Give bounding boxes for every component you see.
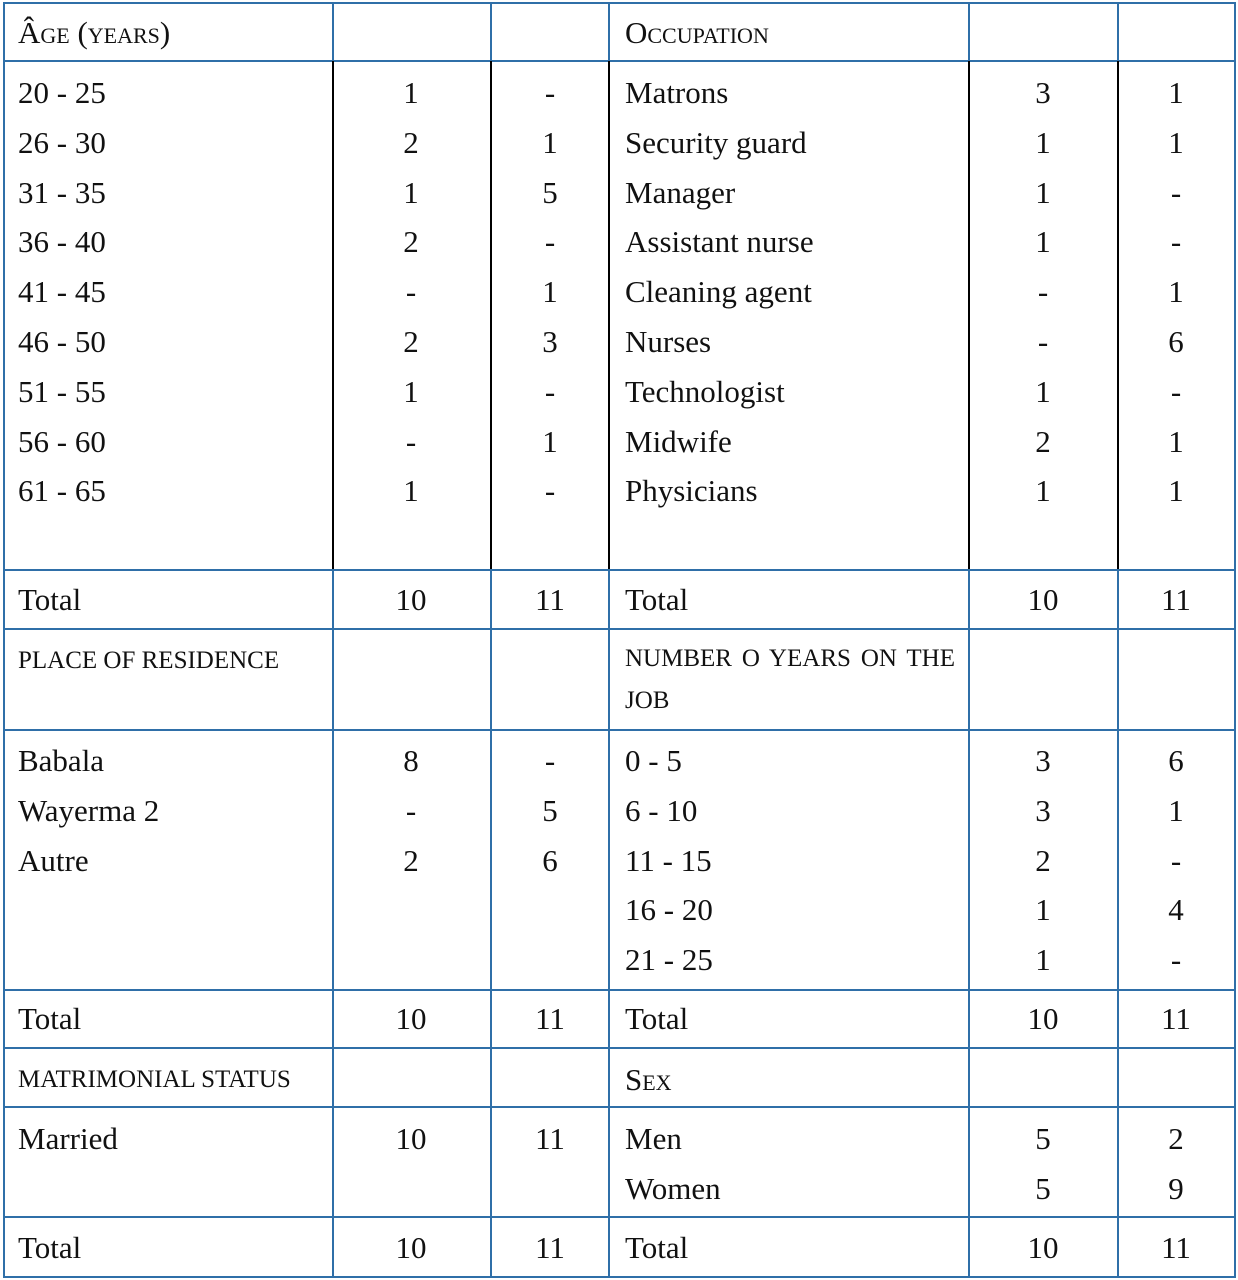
row-label: Married	[18, 1121, 118, 1156]
rule-col-4	[968, 569, 970, 1278]
row-value-b: 1	[1168, 793, 1184, 828]
row-value-a: 5	[1035, 1171, 1051, 1206]
rule-col-3	[608, 2, 610, 61]
total-value-b: 11	[1161, 582, 1191, 617]
row-label: 11 - 15	[625, 843, 712, 878]
row-label: Physicians	[625, 473, 758, 508]
row-label: 46 - 50	[18, 324, 106, 359]
row-value-a: -	[405, 793, 417, 828]
row-label: 61 - 65	[18, 473, 106, 508]
row-value-a: 1	[403, 374, 419, 409]
row-value-b: 9	[1168, 1171, 1184, 1206]
row-value-a: 1	[403, 473, 419, 508]
total-value-b: 11	[535, 1230, 565, 1265]
row-value-a: 1	[1035, 224, 1051, 259]
row-value-b: 1	[1168, 424, 1184, 459]
rule-col-1-body	[332, 61, 334, 569]
row-label: Wayerma 2	[18, 793, 160, 828]
row-label: Manager	[625, 175, 736, 210]
total-label: Total	[625, 1230, 689, 1265]
row-value-b: -	[1170, 175, 1182, 210]
row-value-a: 5	[1035, 1121, 1051, 1156]
row-value-a: 8	[403, 743, 419, 778]
total-label: Total	[625, 1001, 689, 1036]
rule-residence-total-bottom	[3, 1047, 1235, 1049]
row-value-b: -	[1170, 374, 1182, 409]
row-value-a: 2	[403, 324, 419, 359]
row-value-a: 1	[1035, 175, 1051, 210]
total-value-a: 10	[1027, 582, 1059, 617]
row-value-b: 5	[542, 793, 558, 828]
row-label: 41 - 45	[18, 274, 106, 309]
row-value-b: 11	[535, 1121, 565, 1156]
row-label: 20 - 25	[18, 75, 106, 110]
row-value-a: 3	[1035, 75, 1051, 110]
row-label: 56 - 60	[18, 424, 106, 459]
row-value-a: 2	[403, 224, 419, 259]
row-label: 31 - 35	[18, 175, 106, 210]
row-value-b: -	[1170, 942, 1182, 977]
row-value-b: -	[544, 473, 556, 508]
row-value-b: 1	[542, 424, 558, 459]
row-label: 21 - 25	[625, 942, 713, 977]
total-value-b: 11	[535, 582, 565, 617]
rule-residence-header	[3, 729, 1235, 731]
row-label: 0 - 5	[625, 743, 682, 778]
row-value-b: 5	[542, 175, 558, 210]
row-value-b: 1	[542, 274, 558, 309]
row-value-a: 1	[1035, 374, 1051, 409]
row-value-a: 1	[1035, 892, 1051, 927]
row-value-b: -	[1170, 224, 1182, 259]
rule-top	[3, 2, 1235, 4]
rule-age-total-top	[3, 569, 1235, 571]
sex-header: Sex	[625, 1062, 672, 1097]
rule-col-1	[332, 569, 334, 1278]
total-value-b: 11	[535, 1001, 565, 1036]
rule-col-3-body	[608, 61, 610, 569]
rule-col-3	[608, 569, 610, 1278]
total-label: Total	[18, 1230, 82, 1265]
rule-right-edge	[1234, 2, 1236, 1278]
rule-col-5-body	[1117, 61, 1119, 569]
row-value-b: -	[544, 224, 556, 259]
row-label: Nurses	[625, 324, 712, 359]
rule-col-4-body	[968, 61, 970, 569]
rule-col-2	[490, 569, 492, 1278]
row-value-a: 1	[1035, 125, 1051, 160]
row-value-a: 1	[403, 75, 419, 110]
row-label: Women	[625, 1171, 721, 1206]
row-value-a: -	[1037, 324, 1049, 359]
row-value-a: -	[405, 274, 417, 309]
matrimonial-header: MATRIMONIAL STATUS	[18, 1066, 291, 1093]
row-label: Assistant nurse	[625, 224, 814, 259]
total-value-a: 10	[395, 1230, 427, 1265]
row-value-b: 1	[1168, 473, 1184, 508]
rule-matrimonial-header	[3, 1106, 1235, 1108]
row-label: Babala	[18, 743, 105, 778]
row-value-a: 1	[1035, 473, 1051, 508]
total-value-a: 10	[1027, 1001, 1059, 1036]
rule-age-header	[3, 60, 1235, 62]
row-value-a: 10	[395, 1121, 427, 1156]
row-label: Autre	[18, 843, 89, 878]
rule-bottom	[3, 1276, 1235, 1278]
total-value-a: 10	[395, 582, 427, 617]
age-header: Âge (years)	[18, 15, 171, 50]
row-label: Midwife	[625, 424, 732, 459]
row-value-b: 1	[542, 125, 558, 160]
occupation-header: Occupation	[625, 15, 769, 50]
rule-col-4	[968, 2, 970, 61]
rule-col-1	[332, 2, 334, 61]
row-label: 16 - 20	[625, 892, 713, 927]
total-label: Total	[625, 582, 689, 617]
row-value-a: -	[405, 424, 417, 459]
row-value-b: 4	[1168, 892, 1184, 927]
total-value-a: 10	[395, 1001, 427, 1036]
total-value-b: 11	[1161, 1230, 1191, 1265]
rule-age-total-bottom	[3, 628, 1235, 630]
row-label: Technologist	[625, 374, 785, 409]
rule-col-2-body	[490, 61, 492, 569]
rule-matrimonial-total-top	[3, 1216, 1235, 1218]
row-value-a: -	[1037, 274, 1049, 309]
row-value-b: 1	[1168, 125, 1184, 160]
row-label: 6 - 10	[625, 793, 698, 828]
residence-header: PLACE OF RESIDENCE	[18, 647, 280, 674]
years-on-job-header: NUMBER O YEARS ON THE JOB	[625, 645, 955, 714]
total-label: Total	[18, 582, 82, 617]
row-value-a: 3	[1035, 743, 1051, 778]
row-value-a: 1	[403, 175, 419, 210]
rule-col-5	[1117, 569, 1119, 1278]
row-value-a: 2	[403, 843, 419, 878]
total-label: Total	[18, 1001, 82, 1036]
rule-col-2	[490, 2, 492, 61]
rule-left-edge	[3, 2, 5, 1278]
row-label: 51 - 55	[18, 374, 106, 409]
row-label: Men	[625, 1121, 682, 1156]
row-value-a: 3	[1035, 793, 1051, 828]
row-value-b: -	[544, 75, 556, 110]
total-value-a: 10	[1027, 1230, 1059, 1265]
row-value-b: 6	[542, 843, 558, 878]
rule-col-5	[1117, 2, 1119, 61]
row-label: 26 - 30	[18, 125, 106, 160]
row-label: Security guard	[625, 125, 807, 160]
row-value-b: -	[544, 374, 556, 409]
row-value-b: 6	[1168, 743, 1184, 778]
row-value-b: 3	[542, 324, 558, 359]
row-label: Cleaning agent	[625, 274, 812, 309]
row-value-b: -	[1170, 843, 1182, 878]
row-label: 36 - 40	[18, 224, 106, 259]
row-value-a: 2	[1035, 843, 1051, 878]
row-value-a: 2	[403, 125, 419, 160]
row-label: Matrons	[625, 75, 729, 110]
row-value-b: -	[544, 743, 556, 778]
total-value-b: 11	[1161, 1001, 1191, 1036]
row-value-b: 6	[1168, 324, 1184, 359]
rule-residence-total-top	[3, 989, 1235, 991]
row-value-a: 1	[1035, 942, 1051, 977]
row-value-a: 2	[1035, 424, 1051, 459]
row-value-b: 2	[1168, 1121, 1184, 1156]
row-value-b: 1	[1168, 274, 1184, 309]
row-value-b: 1	[1168, 75, 1184, 110]
